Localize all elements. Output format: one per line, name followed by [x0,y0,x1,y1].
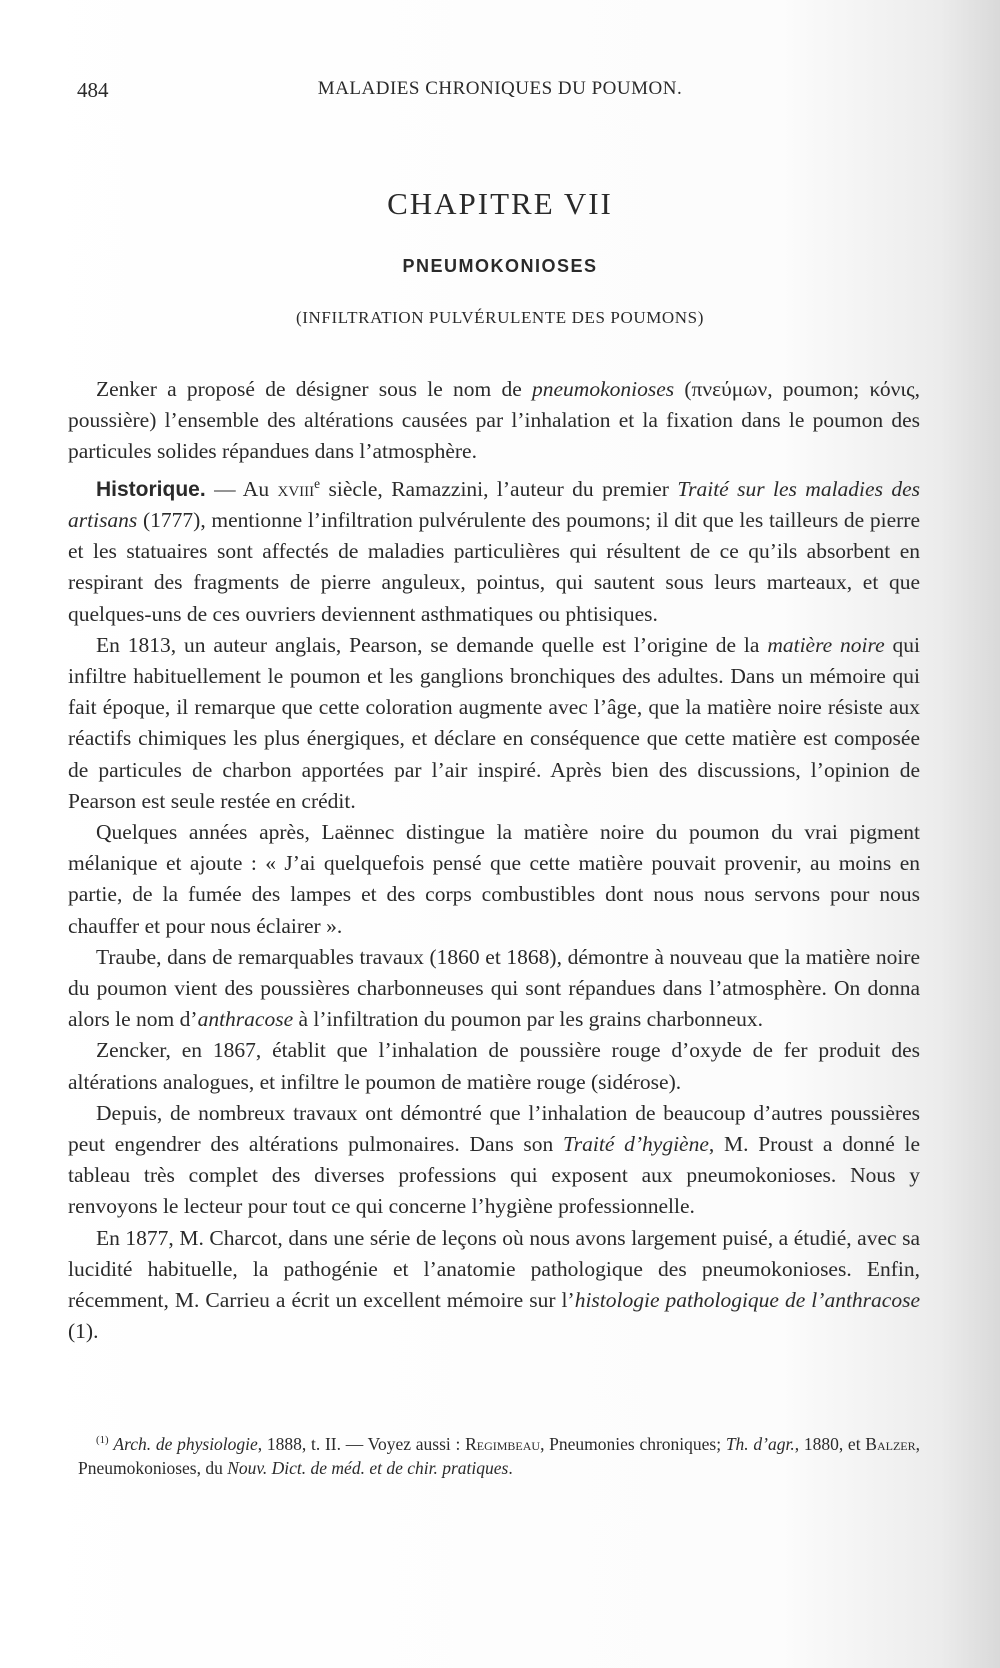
dictionary-title: Nouv. Dict. de méd. et de chir. pratiques [227,1457,509,1478]
page-number: 484 [77,78,109,102]
section-subtitle [0,308,1000,328]
paragraph-intro [68,374,920,468]
author-name: Regimbeau [465,1433,541,1454]
book-title: histologie pathologique de l’anthracose [574,1288,920,1313]
footnote-reference[interactable]: 1 [75,1319,86,1344]
century-numeral: xviii [277,476,315,501]
text-run: Zenker a proposé de désigner sous le nom de [96,377,532,401]
text-run: . [508,1457,513,1478]
page-header [77,78,923,108]
chapter-title: CHAPITRE VII [387,186,613,221]
text-run: ). [85,1319,99,1344]
paragraph-zencker [68,1035,920,1097]
text-run: (1777), mentionne l’infiltration pulvérulente des poumons; il dit que les tailleurs de pierre et les statuaires sont affectés de maladies particulières qui résultent de ce qu’ils absorbent en respirant des fragments de pierre anguleux, pointus, qui sautent sous leurs marteaux, et que quelques-uns de ces ouvriers deviennent asthmatiques ou phtisiques. [68,507,920,626]
thesis-abbrev: Th. d’agr. [725,1433,795,1454]
text-run: Traube, dans de remarquables travaux (1860 et 1868), démontre à nouveau que la matière noire du poumon vient des poussières charbonneuses qui sont répandues dans l’atmosphère. On donna alors le nom d’ [68,944,920,1032]
book-title: Traité d’hygiène [563,1132,709,1157]
text-run: siècle, Ramazzini, l’auteur du premier [320,476,678,501]
journal-title: Arch. de physiologie [113,1433,258,1454]
text-run: à l’infiltration du poumon par les grains charbonneux. [293,1007,764,1032]
term-anthracose: anthracose [197,1007,294,1032]
text-run: — Au [205,476,278,501]
paragraph-charcot [68,1223,920,1348]
paragraph-historique [68,468,920,630]
text-run: ( [674,377,692,401]
running-head: MALADIES CHRONIQUES DU POUMON. [317,78,683,99]
section-title: PNEUMOKONIOSES [402,256,598,276]
footnote-1: $^{(1)}$ Arch. de physiologie, 1888, t. II. — Voyez aussi : Regimbeau, Pneumonies chroniques; Th. d’agr., 1880, et Balzer, Pneumokonioses, du Nouv. Dict. de méd. et de chir. pratiques. [78,1433,920,1478]
text-run: ( [68,1319,76,1344]
text-run: Zencker, en 1867, établit que l’inhalation de poussière rouge d’oxyde de fer produit des altérations analogues, et infiltre le poumon de matière rouge (sidérose). [68,1038,920,1094]
paragraph-laennec [68,817,920,942]
book-title: Traité sur les maladies des artisans [68,476,921,532]
paragraph-traube [68,942,920,1036]
subtitle-paren-open: ( [296,308,303,327]
text-run: , poussière) l’ensemble des altérations causées par l’inhalation et la fixation dans le poumon des particules solides répandues dans l’atmosphère. [68,377,920,464]
subtitle-paren-close: ) [697,308,704,327]
term-matiere-noire: matière noire [767,632,885,657]
term-pneumokonioses: pneumokonioses [532,377,675,401]
footnotes [78,1428,920,1480]
paragraph-pearson [68,630,920,817]
text-run: , M. Proust a donné le tableau très complet des diverses professions qui exposent aux pneumokonioses. Nous y renvoyons le lecteur pour tout ce qui concerne l’hygiène professionnelle. [68,1132,920,1219]
paragraph-proust [68,1098,920,1223]
body-text [68,374,920,1347]
text-run: qui infiltre habituellement le poumon et les ganglions bronchiques des adultes. Dans un mémoire qui fait époque, il remarque que cette coloration augmente avec l’âge, que la matière noire résiste aux réactifs chimiques les plus énergiques, et déclare en conséquence que cette matière est composée de particules de charbon apportées par l’air inspiré. Après bien des discussions, l’opinion de Pearson est seule restée en crédit. [68,632,921,813]
text-run: , Pneumokonioses, du [78,1433,920,1478]
text-run: , 1880, et [794,1433,866,1454]
text-run: , Pneumonies chroniques; [540,1433,726,1454]
century-superscript: e [314,475,321,491]
footnote-marker: 1 [99,1434,106,1446]
text-run: En 1813, un auteur anglais, Pearson, se demande quelle est l’origine de la [96,632,768,657]
run-in-heading: Historique. [96,477,206,501]
greek-word: κόνις [869,377,915,401]
text-run: , poumon; [767,377,870,401]
subtitle-text: INFILTRATION PULVÉRULENTE DES POUMONS [302,308,698,327]
greek-word: πνεύμων [691,377,768,401]
text-run: Depuis, de nombreux travaux ont démontré que l’inhalation de beaucoup d’autres poussières peut engendrer des altérations pulmonaires. Dans son [68,1100,920,1157]
author-name: Balzer [865,1433,916,1454]
text-run: , 1888, t. II. — Voyez aussi : [257,1433,466,1454]
text-run: Quelques années après, Laënnec distingue la matière noire du poumon du vrai pigment mélanique et ajoute : « J’ai quelquefois pensé que cette matière pouvait provenir, au moins en partie, de la fumée des lampes et des corps combustibles dont nous nous servons pour nous chauffer et pour nous éclairer ». [68,820,920,938]
text-run: En 1877, M. Charcot, dans une série de leçons où nous avons largement puisé, a étudié, avec sa lucidité habituelle, la pathogénie et l’anatomie pathologique des pneumokonioses. Enfin, récemment, M. Carrieu a écrit un excellent mémoire sur l’ [68,1225,920,1313]
